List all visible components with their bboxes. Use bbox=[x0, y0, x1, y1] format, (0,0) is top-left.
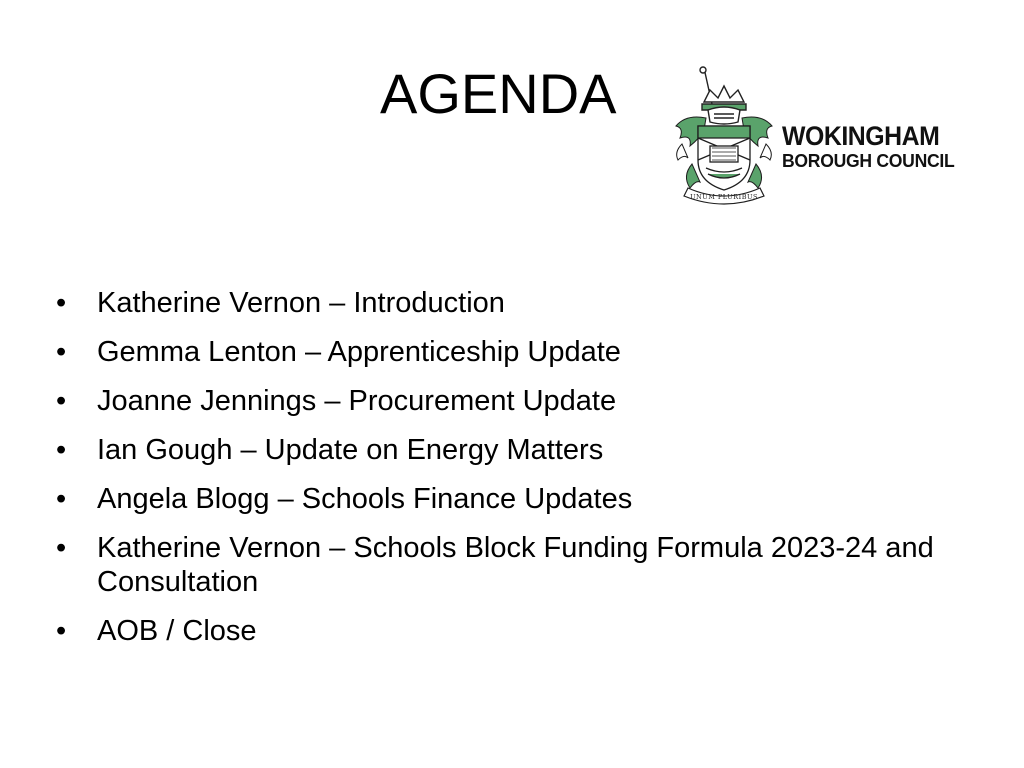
bullet-icon: • bbox=[56, 287, 67, 319]
agenda-item bbox=[56, 384, 956, 418]
bullet-icon: • bbox=[56, 385, 67, 417]
agenda-item-text: AOB / Close bbox=[97, 615, 257, 647]
slide-title: AGENDA bbox=[380, 62, 617, 125]
agenda-item bbox=[56, 531, 956, 599]
agenda-item bbox=[56, 286, 956, 320]
agenda-item-text: Angela Blogg – Schools Finance Updates bbox=[97, 483, 633, 515]
agenda-list bbox=[56, 286, 956, 663]
agenda-item-text: Gemma Lenton – Apprenticeship Update bbox=[97, 336, 621, 368]
logo-line-borough-council: BOROUGH COUNCIL bbox=[782, 150, 955, 171]
bullet-icon: • bbox=[56, 532, 67, 564]
agenda-item-text: Katherine Vernon – Introduction bbox=[97, 287, 505, 319]
agenda-item bbox=[56, 482, 956, 516]
agenda-item-text: Ian Gough – Update on Energy Matters bbox=[97, 434, 604, 466]
bullet-icon: • bbox=[56, 336, 67, 368]
agenda-item-text: Joanne Jennings – Procurement Update bbox=[97, 385, 617, 417]
agenda-item bbox=[56, 335, 956, 369]
agenda-item-text: Katherine Vernon – Schools Block Funding Formula 2023-24 and Consultation bbox=[97, 532, 934, 598]
logo-line-wokingham: WOKINGHAM bbox=[782, 121, 940, 151]
agenda-item bbox=[56, 433, 956, 467]
bullet-icon: • bbox=[56, 434, 67, 466]
council-crest-icon bbox=[668, 64, 780, 206]
bullet-icon: • bbox=[56, 615, 67, 647]
council-logo bbox=[668, 64, 978, 206]
agenda-item bbox=[56, 614, 956, 648]
crest-motto: UNUM PLURIBUS bbox=[690, 193, 758, 201]
bullet-icon: • bbox=[56, 483, 67, 515]
logo-wordmark bbox=[782, 122, 964, 172]
